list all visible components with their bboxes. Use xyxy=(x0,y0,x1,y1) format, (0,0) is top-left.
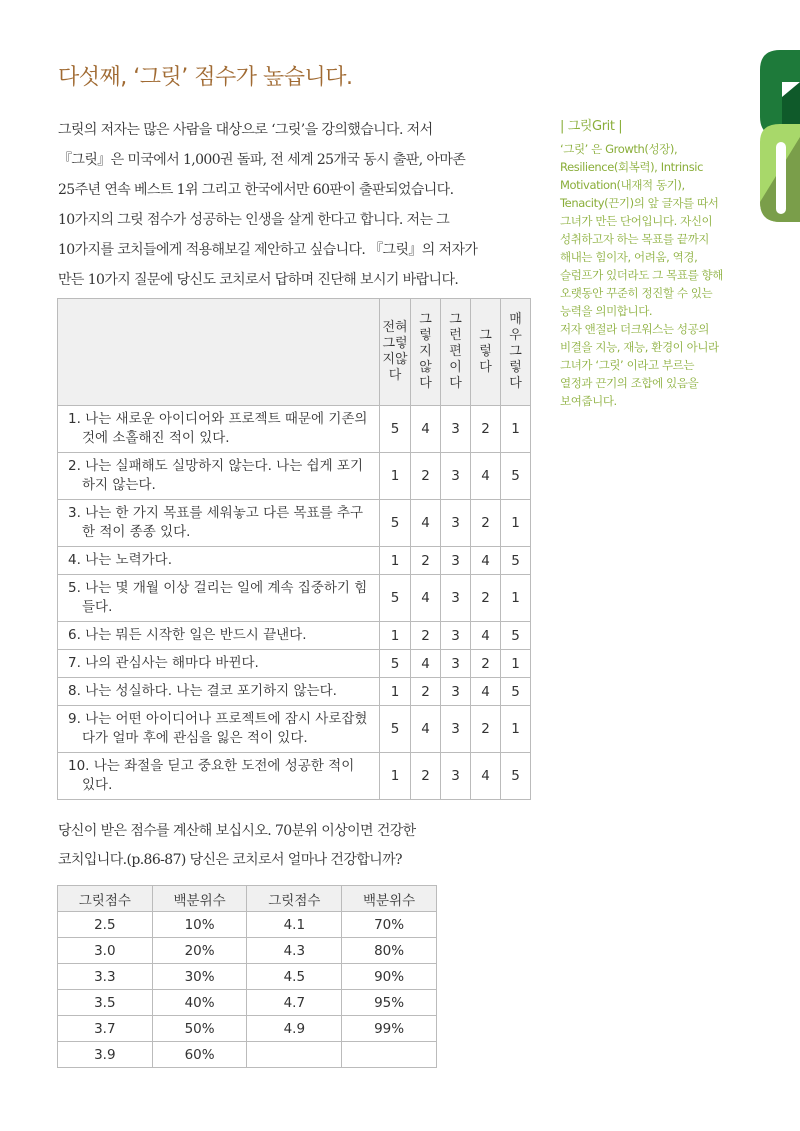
intro-line: 10가지의 그릿 점수가 성공하는 인생을 살게 한다고 합니다. 저는 그 xyxy=(58,212,450,228)
table-cell: 70% xyxy=(342,912,437,938)
score-cell: 2 xyxy=(471,406,501,453)
question-text: 2. 나는 실패해도 실망하지 않는다. 나는 쉽게 포기하지 않는다. xyxy=(68,458,363,493)
table-cell: 40% xyxy=(152,990,247,1016)
score-cell: 3 xyxy=(441,453,471,500)
score-cell: 5 xyxy=(380,650,411,678)
table-row xyxy=(58,453,531,500)
table-row xyxy=(58,500,531,547)
sidebar-line: ‘그릿’ 은 Growth(성장), xyxy=(560,142,678,156)
table-cell xyxy=(247,1042,342,1068)
question-text: 10. 나는 좌절을 딛고 중요한 도전에 성공한 적이 있다. xyxy=(68,758,355,793)
score-cell: 1 xyxy=(380,453,411,500)
column-header-label: 그렇지않다 xyxy=(419,312,432,391)
question-cell xyxy=(58,575,380,622)
score-cell: 4 xyxy=(471,547,501,575)
table-row xyxy=(58,1016,437,1042)
score-cell: 5 xyxy=(380,706,411,753)
sidebar-line: Motivation(내재적 동기), xyxy=(560,178,685,192)
question-cell xyxy=(58,622,380,650)
score-cell: 3 xyxy=(441,678,471,706)
table-row xyxy=(58,406,531,453)
intro-line: 『그릿』은 미국에서 1,000권 돌파, 전 세계 25개국 동시 출판, 아마존 xyxy=(58,152,466,168)
sidebar-line: Resilience(회복력), Intrinsic xyxy=(560,160,704,174)
question-text: 9. 나는 어떤 아이디어나 프로젝트에 잠시 사로잡혔다가 얼마 후에 관심을 잃은 적이 있다. xyxy=(68,711,368,746)
score-cell: 2 xyxy=(471,706,501,753)
score-cell: 3 xyxy=(441,753,471,800)
sidebar-heading: | 그릿Grit | xyxy=(560,119,623,134)
table-row xyxy=(58,990,437,1016)
intro-line: 10가지를 코치들에게 적용해보길 제안하고 싶습니다. 『그릿』의 저자가 xyxy=(58,242,478,258)
score-cell: 4 xyxy=(411,500,441,547)
score-cell: 3 xyxy=(441,406,471,453)
table-row xyxy=(58,1042,437,1068)
table-cell: 4.7 xyxy=(247,990,342,1016)
question-text: 4. 나는 노력가다. xyxy=(68,552,172,568)
grit-logo xyxy=(752,42,800,222)
score-cell: 2 xyxy=(471,650,501,678)
table-cell: 4.5 xyxy=(247,964,342,990)
table-cell: 80% xyxy=(342,938,437,964)
percentile-table xyxy=(57,885,437,1068)
column-header-label: 매우그렇다 xyxy=(509,312,522,391)
sidebar-line: 저자 앤절라 더크워스는 성공의 xyxy=(560,322,709,336)
score-instructions xyxy=(58,817,416,875)
question-text: 6. 나는 뭐든 시작한 일은 반드시 끝낸다. xyxy=(68,627,307,643)
column-header xyxy=(411,299,441,406)
score-cell: 3 xyxy=(441,650,471,678)
column-header-label: 전혀그렇지않다 xyxy=(382,320,408,383)
sidebar-line: 슬럼프가 있더라도 그 목표를 향해 xyxy=(560,268,723,282)
sidebar-line: 해내는 힘이자, 어려움, 역경, xyxy=(560,250,698,264)
table-cell: 3.5 xyxy=(58,990,153,1016)
table-cell: 4.9 xyxy=(247,1016,342,1042)
score-cell: 4 xyxy=(411,406,441,453)
sidebar-line: Tenacity(끈기)의 앞 글자를 따서 xyxy=(560,196,719,210)
intro-paragraph xyxy=(58,115,528,295)
table-cell: 20% xyxy=(152,938,247,964)
sidebar-line: 그녀가 만든 단어입니다. 자신이 xyxy=(560,214,713,228)
table-row xyxy=(58,964,437,990)
table-row xyxy=(58,753,531,800)
score-cell: 5 xyxy=(380,575,411,622)
score-cell: 5 xyxy=(501,453,531,500)
score-cell: 4 xyxy=(411,650,441,678)
table-row xyxy=(58,938,437,964)
column-header xyxy=(58,299,380,406)
score-cell: 4 xyxy=(471,678,501,706)
column-header xyxy=(380,299,411,406)
intro-line: 만든 10가지 질문에 당신도 코치로서 답하며 진단해 보시기 바랍니다. xyxy=(58,272,459,288)
table-cell: 3.9 xyxy=(58,1042,153,1068)
sidebar-line: 성취하고자 하는 목표를 끝까지 xyxy=(560,232,709,246)
score-cell: 1 xyxy=(501,500,531,547)
score-cell: 1 xyxy=(380,622,411,650)
score-cell: 2 xyxy=(411,547,441,575)
score-cell: 3 xyxy=(441,500,471,547)
table-cell: 3.0 xyxy=(58,938,153,964)
score-cell: 2 xyxy=(411,678,441,706)
question-text: 8. 나는 성실하다. 나는 결코 포기하지 않는다. xyxy=(68,683,337,699)
score-cell: 4 xyxy=(471,753,501,800)
question-cell xyxy=(58,453,380,500)
table-cell: 4.1 xyxy=(247,912,342,938)
table-row xyxy=(58,678,531,706)
sidebar-line: 비결을 지능, 재능, 환경이 아니라 xyxy=(560,340,719,354)
question-cell xyxy=(58,500,380,547)
question-cell xyxy=(58,706,380,753)
score-cell: 3 xyxy=(441,547,471,575)
score-cell: 5 xyxy=(501,678,531,706)
question-cell xyxy=(58,678,380,706)
score-cell: 5 xyxy=(501,622,531,650)
score-cell: 3 xyxy=(441,575,471,622)
column-header: 그릿점수 xyxy=(247,886,342,912)
score-cell: 3 xyxy=(441,706,471,753)
score-cell: 4 xyxy=(411,575,441,622)
score-cell: 4 xyxy=(471,453,501,500)
table-cell xyxy=(342,1042,437,1068)
score-cell: 1 xyxy=(380,678,411,706)
table-cell: 95% xyxy=(342,990,437,1016)
question-cell xyxy=(58,547,380,575)
column-header: 그릿점수 xyxy=(58,886,153,912)
score-cell: 2 xyxy=(471,500,501,547)
question-cell xyxy=(58,650,380,678)
sidebar-line: 보여줍니다. xyxy=(560,394,617,408)
question-cell xyxy=(58,406,380,453)
score-cell: 2 xyxy=(411,453,441,500)
table-cell: 10% xyxy=(152,912,247,938)
instruction-line: 코치입니다.(p.86-87) 당신은 코치로서 얼마나 건강합니까? xyxy=(58,852,402,868)
table-cell: 3.7 xyxy=(58,1016,153,1042)
page-title: 다섯째, ‘그릿’ 점수가 높습니다. xyxy=(58,65,353,90)
sidebar-line: 열정과 끈기의 조합에 있음을 xyxy=(560,376,699,390)
score-cell: 1 xyxy=(501,650,531,678)
score-cell: 2 xyxy=(411,753,441,800)
table-row xyxy=(58,575,531,622)
table-cell: 3.3 xyxy=(58,964,153,990)
score-cell: 4 xyxy=(471,622,501,650)
score-cell: 5 xyxy=(380,406,411,453)
table-row xyxy=(58,912,437,938)
score-cell: 5 xyxy=(501,753,531,800)
score-cell: 1 xyxy=(501,706,531,753)
question-text: 1. 나는 새로운 아이디어와 프로젝트 때문에 기존의 것에 소홀해진 적이 있다. xyxy=(68,411,368,446)
question-text: 3. 나는 한 가지 목표를 세워놓고 다른 목표를 추구한 적이 종종 있다. xyxy=(68,505,363,540)
sidebar-line: 그녀가 ‘그릿’ 이라고 부르는 xyxy=(560,358,695,372)
column-header-label: 그런편이다 xyxy=(449,312,462,391)
score-cell: 2 xyxy=(411,622,441,650)
question-text: 5. 나는 몇 개월 이상 걸리는 일에 계속 집중하기 힘들다. xyxy=(68,580,368,615)
intro-line: 그릿의 저자는 많은 사람을 대상으로 ‘그릿’을 강의했습니다. 저서 xyxy=(58,122,433,138)
table-cell: 4.3 xyxy=(247,938,342,964)
score-cell: 5 xyxy=(380,500,411,547)
score-cell: 1 xyxy=(380,753,411,800)
table-row xyxy=(58,622,531,650)
sidebar-line: 능력을 의미합니다. xyxy=(560,304,653,318)
table-cell: 99% xyxy=(342,1016,437,1042)
table-cell: 2.5 xyxy=(58,912,153,938)
question-text: 7. 나의 관심사는 해마다 바뀐다. xyxy=(68,655,259,671)
table-cell: 60% xyxy=(152,1042,247,1068)
question-cell xyxy=(58,753,380,800)
score-cell: 3 xyxy=(441,622,471,650)
table-cell: 90% xyxy=(342,964,437,990)
sidebar-line: 오랫동안 꾸준히 정진할 수 있는 xyxy=(560,286,713,300)
table-row xyxy=(58,706,531,753)
table-row xyxy=(58,547,531,575)
grit-questionnaire-table xyxy=(57,298,531,800)
table-cell: 50% xyxy=(152,1016,247,1042)
score-cell: 1 xyxy=(501,406,531,453)
column-header xyxy=(471,299,501,406)
intro-line: 25주년 연속 베스트 1위 그리고 한국에서만 60판이 출판되었습니다. xyxy=(58,182,454,198)
column-header xyxy=(501,299,531,406)
grit-sidebar xyxy=(560,118,750,410)
score-cell: 1 xyxy=(380,547,411,575)
column-header: 백분위수 xyxy=(152,886,247,912)
column-header: 백분위수 xyxy=(342,886,437,912)
score-cell: 4 xyxy=(411,706,441,753)
table-row xyxy=(58,650,531,678)
column-header xyxy=(441,299,471,406)
table-cell: 30% xyxy=(152,964,247,990)
score-cell: 5 xyxy=(501,547,531,575)
score-cell: 2 xyxy=(471,575,501,622)
instruction-line: 당신이 받은 점수를 계산해 보십시오. 70분위 이상이면 건강한 xyxy=(58,823,416,839)
column-header-label: 그렇다 xyxy=(479,328,492,375)
score-cell: 1 xyxy=(501,575,531,622)
